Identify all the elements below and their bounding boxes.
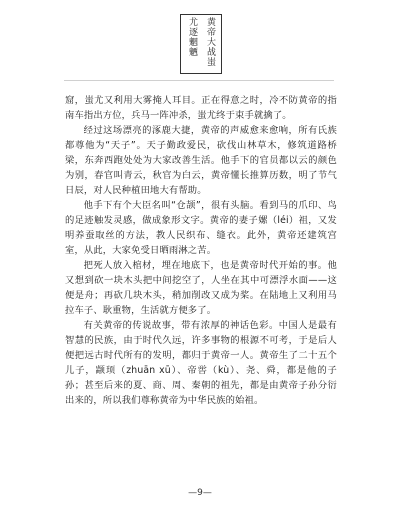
chapter-title-line-1: 黄帝大战蚩	[205, 17, 215, 67]
paragraph-4: 把死人放入棺材，埋在地底下，也是黄帝时代开始的事。他又想到砍一块木头把中间挖空了，人坐在其中可漂浮水面——这便是舟；再砍几块木头，稍加削改又成为桨。在陆地上又利用马拉车子、耿重物，生活就方便多了。	[65, 260, 337, 316]
page-number: —9—	[188, 488, 212, 498]
body-text	[65, 93, 337, 408]
paragraph-5: 有关黄帝的传说故事，带有浓厚的神话色彩。中国人是最有智慧的民族，由于时代久远，许多事物的根源不可考，于是后人便把远古时代所有的发明，都归于黄帝一人。黄帝生了二十五个儿子，颛顼（zhuān xū）、帝喾（kù）、尧、舜，都是他的子孙；甚至后来的夏、商、周、秦朝的祖先，都是由黄帝子孙分衍出来的，所以我们尊称黄帝为中华民族的始祖。	[65, 320, 337, 406]
chapter-header-box	[180, 14, 222, 74]
paragraph-3: 他手下有个大臣名叫“仓颉”，很有头脑。看到马的爪印、鸟的足迹触发灵感，做成象形文字。黄帝的妻子嫘（léi）祖，又发明养蚕取丝的方法，教人民织布、缝衣。此外，黄帝还建筑宫室，从此，大家免受日晒雨淋之苦。	[65, 200, 337, 256]
chapter-title-line-2: 尤逐魍魉	[187, 17, 197, 57]
header-divider	[64, 80, 334, 81]
paragraph-2: 经过这场漂亮的涿鹿大捷，黄帝的声威愈来愈响，所有氏族都尊他为“天子”。天子勤政爱民，砍伐山林草木，修筑道路桥梁，东奔西跑处处为大家改善生活。他手下的官员都以云的颜色为别，春官叫青云，秋官为白云，黄帝懂长推算历数，明了节气日辰，对人民种植田地大有帮助。	[65, 125, 337, 196]
paragraph-1: 窟，蚩尤又利用大雾掩人耳目。正在得意之时，冷不防黄帝的指南车指出方位，兵马一阵冲杀，蚩尤终于束手就擒了。	[65, 95, 337, 121]
